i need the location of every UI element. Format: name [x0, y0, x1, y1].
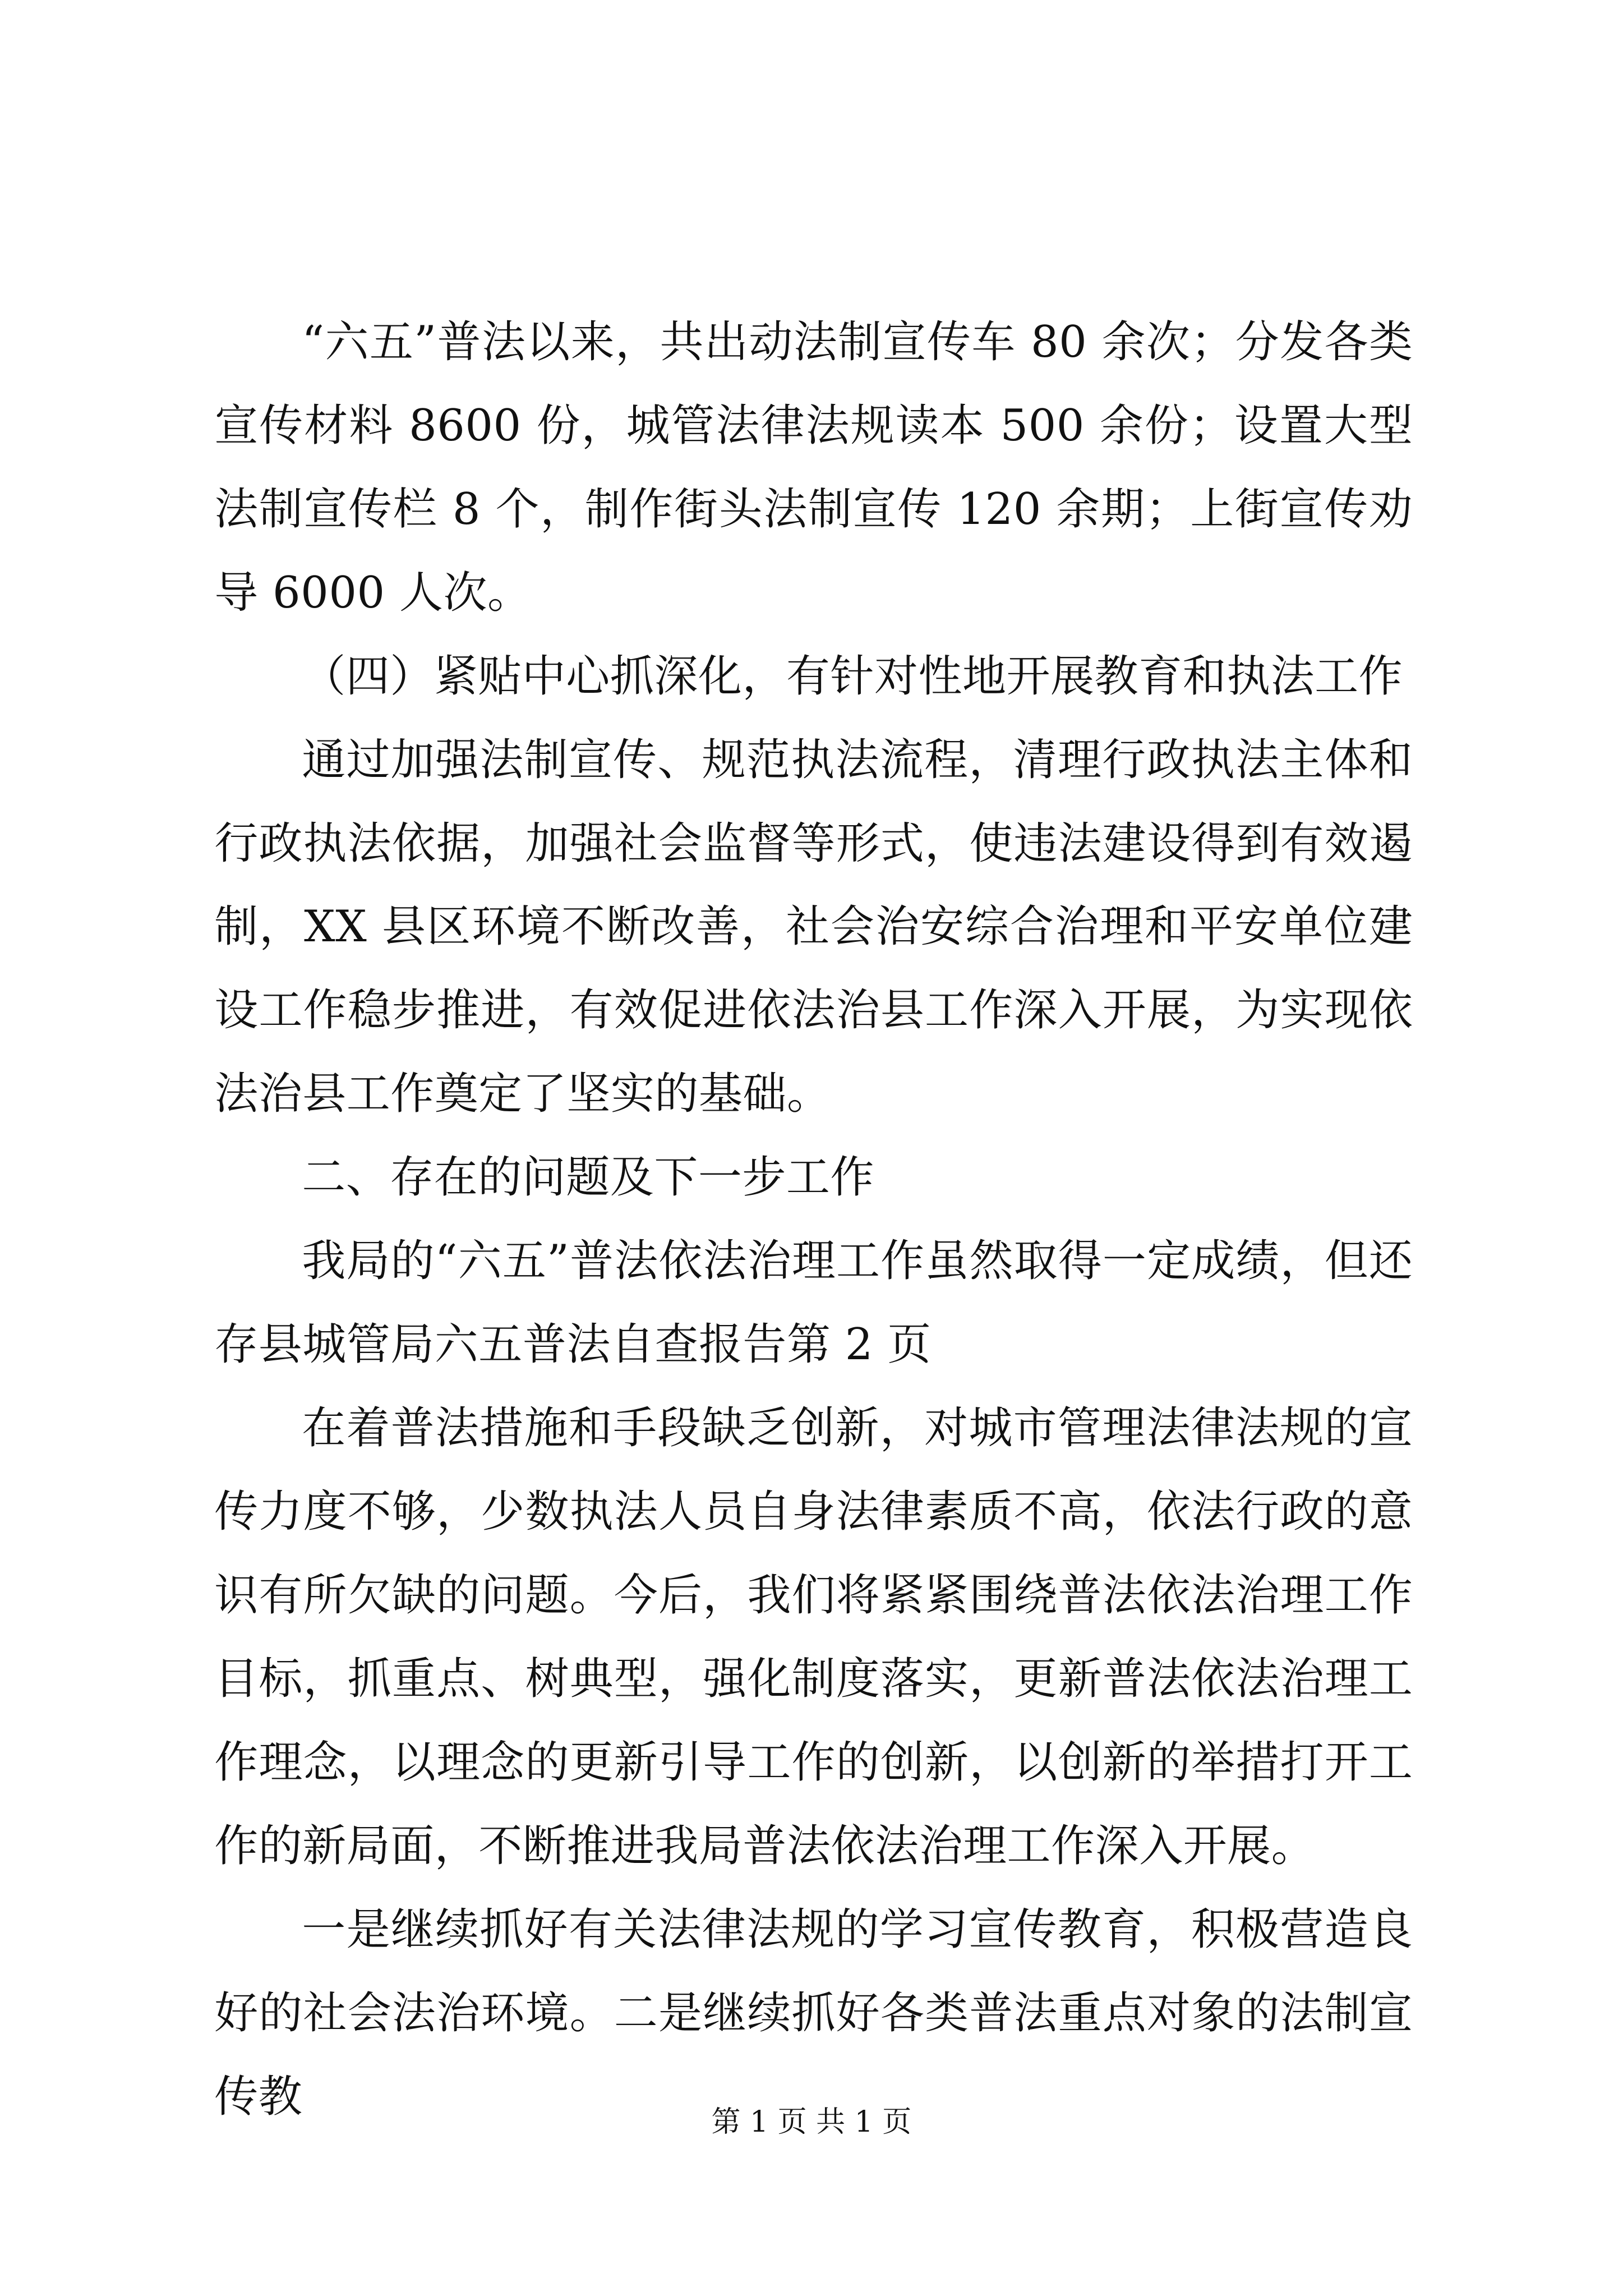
section-heading: （四）紧贴中心抓深化，有针对性地开展教育和执法工作: [302, 651, 1403, 702]
paragraph: 我局的“六五”普法依法治理工作虽然取得一定成绩，但还存县城管局六五普法自查报告第 2 页: [214, 1236, 1413, 1370]
paragraph: 在着普法措施和手段缺乏创新，对城市管理法律法规的宣传力度不够，少数执法人员自身法律素质不高，依法行政的意识有所欠缺的问题。今后，我们将紧紧围绕普法依法治理工作目标，抓重点、树典型，强化制度落实，更新普法依法治理工作理念，以理念的更新引导工作的创新，以创新的举措打开工作的新局面，不断推进我局普法依法治理工作深入开展。: [214, 1403, 1413, 1872]
paragraph: 通过加强法制宣传、规范执法流程，清理行政执法主体和行政执法依据，加强社会监督等形式，使违法建设得到有效遏制，XX 县区环境不断改善，社会治安综合治理和平安单位建设工作稳步推进，有效促进依法治县工作深入开展，为实现依法治县工作奠定了坚实的基础。: [214, 734, 1413, 1120]
section-heading: 二、存在的问题及下一步工作: [302, 1152, 874, 1203]
document-body: [214, 301, 1413, 2139]
page-footer: 第 1 页 共 1 页: [711, 2105, 912, 2139]
paragraph: 一是继续抓好有关法律法规的学习宣传教育，积极营造良好的社会法治环境。二是继续抓好各类普法重点对象的法制宣传教: [214, 1904, 1413, 2123]
paragraph: “六五”普法以来，共出动法制宣传车 80 余次；分发各类宣传材料 8600 份，城管法律法规读本 500 余份；设置大型法制宣传栏 8 个，制作街头法制宣传 120 余期；上街宣传劝导 6000 人次。: [214, 316, 1413, 618]
